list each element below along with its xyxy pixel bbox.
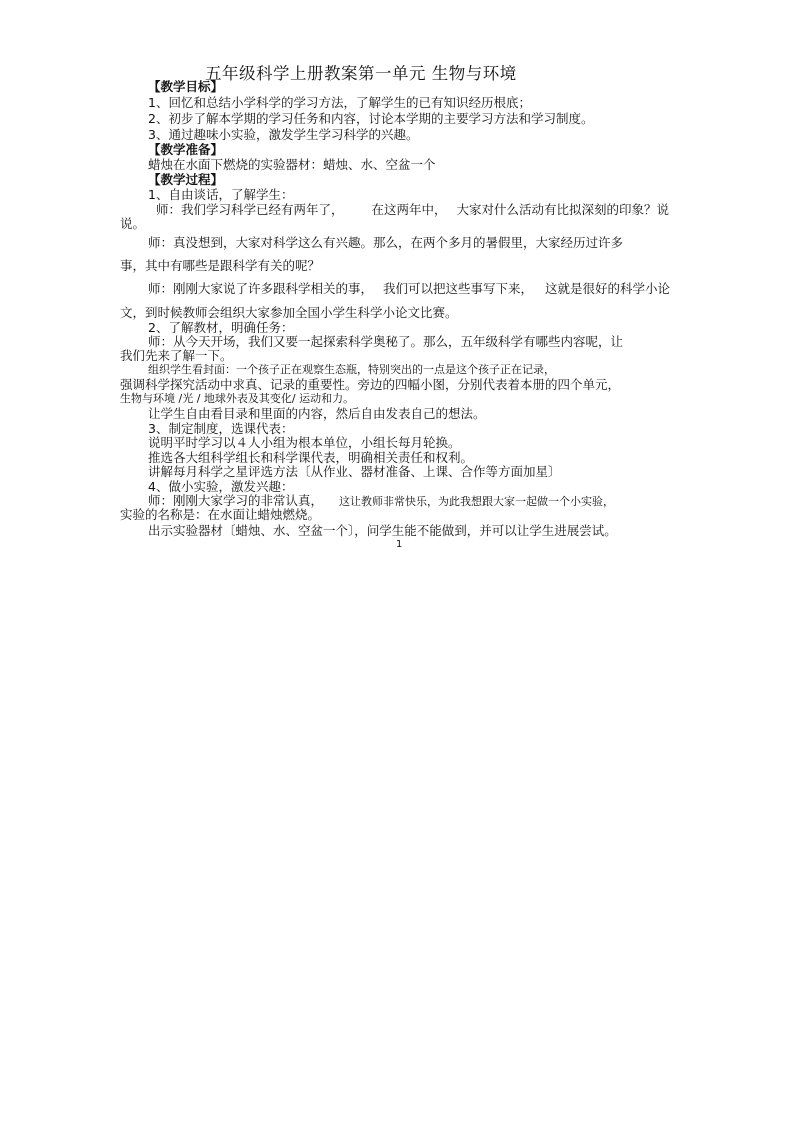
paragraph-line: 出示实验器材〔蜡烛、水、空盆一个〕，问学生能不能做到，并可以让学生进展尝试。 bbox=[148, 523, 617, 538]
paragraph-line bbox=[156, 202, 669, 218]
text-segment: 师：刚刚大家学习的非常认真， bbox=[148, 493, 324, 508]
step-heading-3: 3、制定制度，选课代表： bbox=[148, 421, 294, 436]
paragraph-line: 我们先来了解一下。 bbox=[120, 348, 233, 363]
paragraph-line: 强调科学探究活动中求真、记录的重要性。旁边的四幅小图，分别代表着本册的四个单元， bbox=[120, 377, 621, 392]
page-title: 五年级科学上册教案第一单元 生物与环境 bbox=[205, 64, 517, 83]
paragraph-line: 师：从今天开场，我们又要一起探索科学奥秘了。那么，五年级科学有哪些内容呢，让 bbox=[148, 334, 624, 349]
goal-item-1: 1、回忆和总结小学科学的学习方法，了解学生的已有知识经历根底； bbox=[148, 95, 531, 110]
section-heading-process: 【教学过程】 bbox=[148, 172, 224, 187]
paragraph-line: 生物与环境 /光 / 地球外表及其变化/ 运动和力。 bbox=[120, 392, 355, 405]
paragraph-line bbox=[148, 281, 670, 297]
page-number: 1 bbox=[396, 539, 403, 550]
section-heading-prep: 【教学准备】 bbox=[148, 142, 224, 157]
paragraph-line: 文，到时候教师会组织大家参加全国小学生科学小论文比赛。 bbox=[120, 305, 458, 320]
text-segment: 我们可以把这些事写下来， bbox=[383, 281, 534, 296]
paragraph-line: 实验的名称是：在水面让蜡烛燃烧。 bbox=[120, 507, 321, 522]
text-segment: 师：刚刚大家说了许多跟科学相关的事， bbox=[148, 281, 374, 296]
step-heading-1: 1、自由谈话，了解学生： bbox=[148, 187, 294, 202]
goal-item-2: 2、初步了解本学期的学习任务和内容，讨论本学期的主要学习方法和学习制度。 bbox=[148, 111, 594, 126]
text-segment: 这就是很好的科学小论 bbox=[545, 281, 671, 296]
paragraph-line: 事，其中有哪些是跟科学有关的呢？ bbox=[120, 258, 321, 273]
text-segment: 大家对什么活动有比拟深刻的印象？说 bbox=[456, 202, 670, 217]
paragraph-line: 说明平时学习以４人小组为根本单位，小组长每月轮换。 bbox=[148, 435, 461, 450]
prep-item: 蜡烛在水面下燃烧的实验器材：蜡烛、水、空盆一个 bbox=[148, 157, 436, 172]
paragraph-line: 组织学生看封面：一个孩子正在观察生态瓶，特别突出的一点是这个孩子正在记录， bbox=[148, 363, 555, 376]
text-segment: 这让教师非常快乐，为此我想跟大家一起做一个小实验， bbox=[339, 495, 615, 508]
text-segment: 在这两年中， bbox=[371, 202, 447, 217]
paragraph-line: 推选各大组科学组长和科学课代表，明确相关责任和权利。 bbox=[148, 450, 474, 465]
paragraph-line: 讲解每月科学之星评选方法〔从作业、器材准备、上课、合作等方面加星〕 bbox=[148, 464, 561, 479]
section-heading-goals: 【教学目标】 bbox=[148, 79, 224, 94]
paragraph-line: 说。 bbox=[120, 216, 146, 231]
step-heading-4: 4、做小实验，激发兴趣： bbox=[148, 479, 294, 494]
paragraph-line: 师：真没想到，大家对科学这么有兴趣。那么，在两个多月的暑假里，大家经历过许多 bbox=[148, 235, 624, 250]
paragraph-line: 让学生自由看目录和里面的内容，然后自由发表自己的想法。 bbox=[148, 406, 486, 421]
text-segment: 师：我们学习科学已经有两年了， bbox=[156, 202, 344, 217]
step-heading-2: 2、了解教材，明确任务： bbox=[148, 320, 294, 335]
goal-item-3: 3、通过趣味小实验，激发学生学习科学的兴趣。 bbox=[148, 127, 419, 142]
